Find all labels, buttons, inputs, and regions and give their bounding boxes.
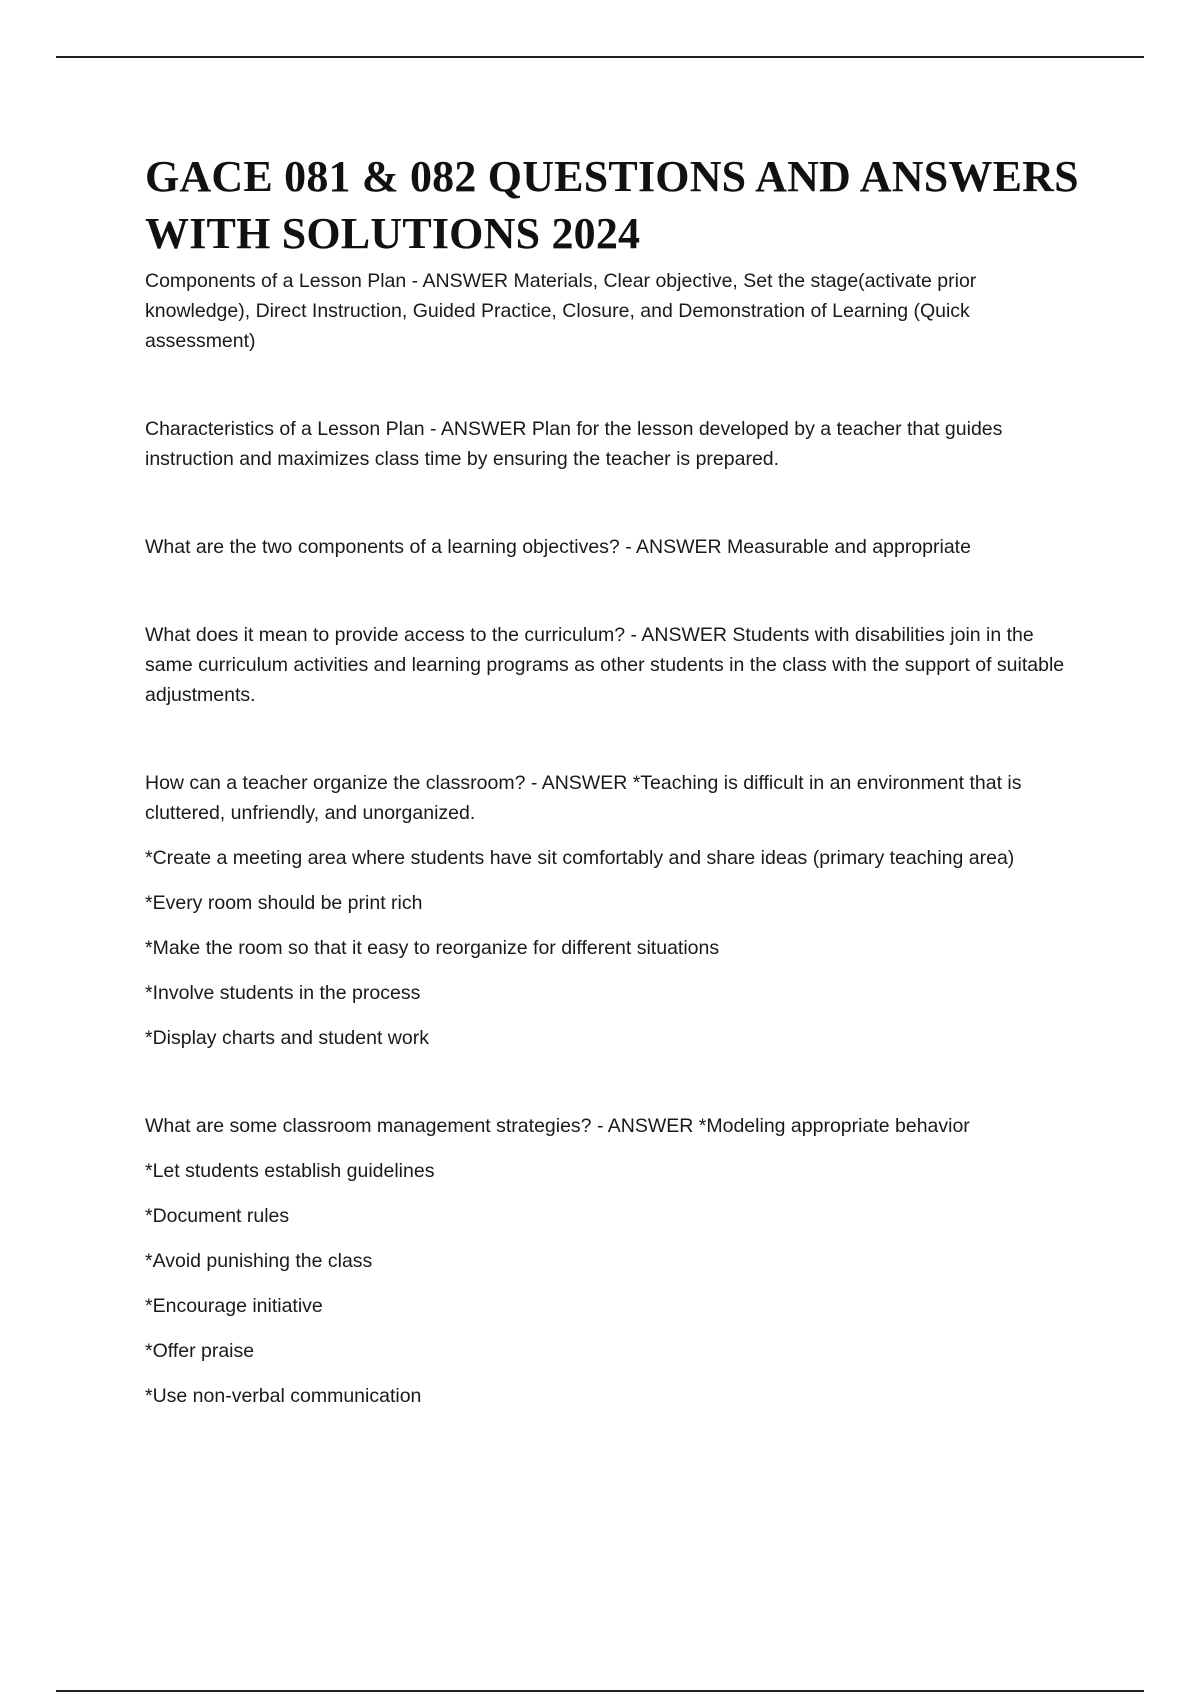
list-item: *Use non-verbal communication (145, 1385, 422, 1407)
list-item: *Encourage initiative (145, 1295, 323, 1317)
qa-lesson-plan-characteristics: Characteristics of a Lesson Plan - ANSWER Plan for the lesson developed by a teacher that guides instruction and maximizes class time by ensuring the teacher is prepared. (145, 418, 1003, 470)
qa-learning-objectives: What are the two components of a learning objectives? - ANSWER Measurable and appropriate (145, 536, 971, 558)
list-item: *Let students establish guidelines (145, 1160, 435, 1182)
list-item: *Every room should be print rich (145, 892, 423, 914)
bottom-rule (56, 1690, 1144, 1692)
qa-classroom-management-text: What are some classroom management strategies? - ANSWER *Modeling appropriate behavior (145, 1115, 970, 1137)
qa-organize-classroom (145, 768, 1085, 1053)
list-item: *Make the room so that it easy to reorganize for different situations (145, 937, 720, 959)
document-content (145, 148, 1085, 1411)
qa-classroom-management (145, 1111, 1085, 1411)
list-item: *Involve students in the process (145, 982, 421, 1004)
qa-curriculum-access: What does it mean to provide access to the curriculum? - ANSWER Students with disabilities join in the same curriculum activities and learning programs as other students in the class with the support of suitable adjustments. (145, 624, 1065, 706)
list-item: *Create a meeting area where students have sit comfortably and share ideas (primary teaching area) (145, 847, 1015, 869)
top-rule (56, 56, 1144, 58)
qa-lesson-plan-components: Components of a Lesson Plan - ANSWER Materials, Clear objective, Set the stage(activate prior knowledge), Direct Instruction, Guided Practice, Closure, and Demonstration of Learning (Quick assessment) (145, 270, 977, 352)
qa-organize-classroom-text: How can a teacher organize the classroom? - ANSWER *Teaching is difficult in an environment that is cluttered, unfriendly, and unorganized. (145, 772, 1022, 824)
list-item: *Avoid punishing the class (145, 1250, 373, 1272)
list-item: *Document rules (145, 1205, 290, 1227)
list-item: *Offer praise (145, 1340, 255, 1362)
list-item: *Display charts and student work (145, 1027, 429, 1049)
document-title: GACE 081 & 082 QUESTIONS AND ANSWERS WITH SOLUTIONS 2024 (145, 152, 1079, 258)
